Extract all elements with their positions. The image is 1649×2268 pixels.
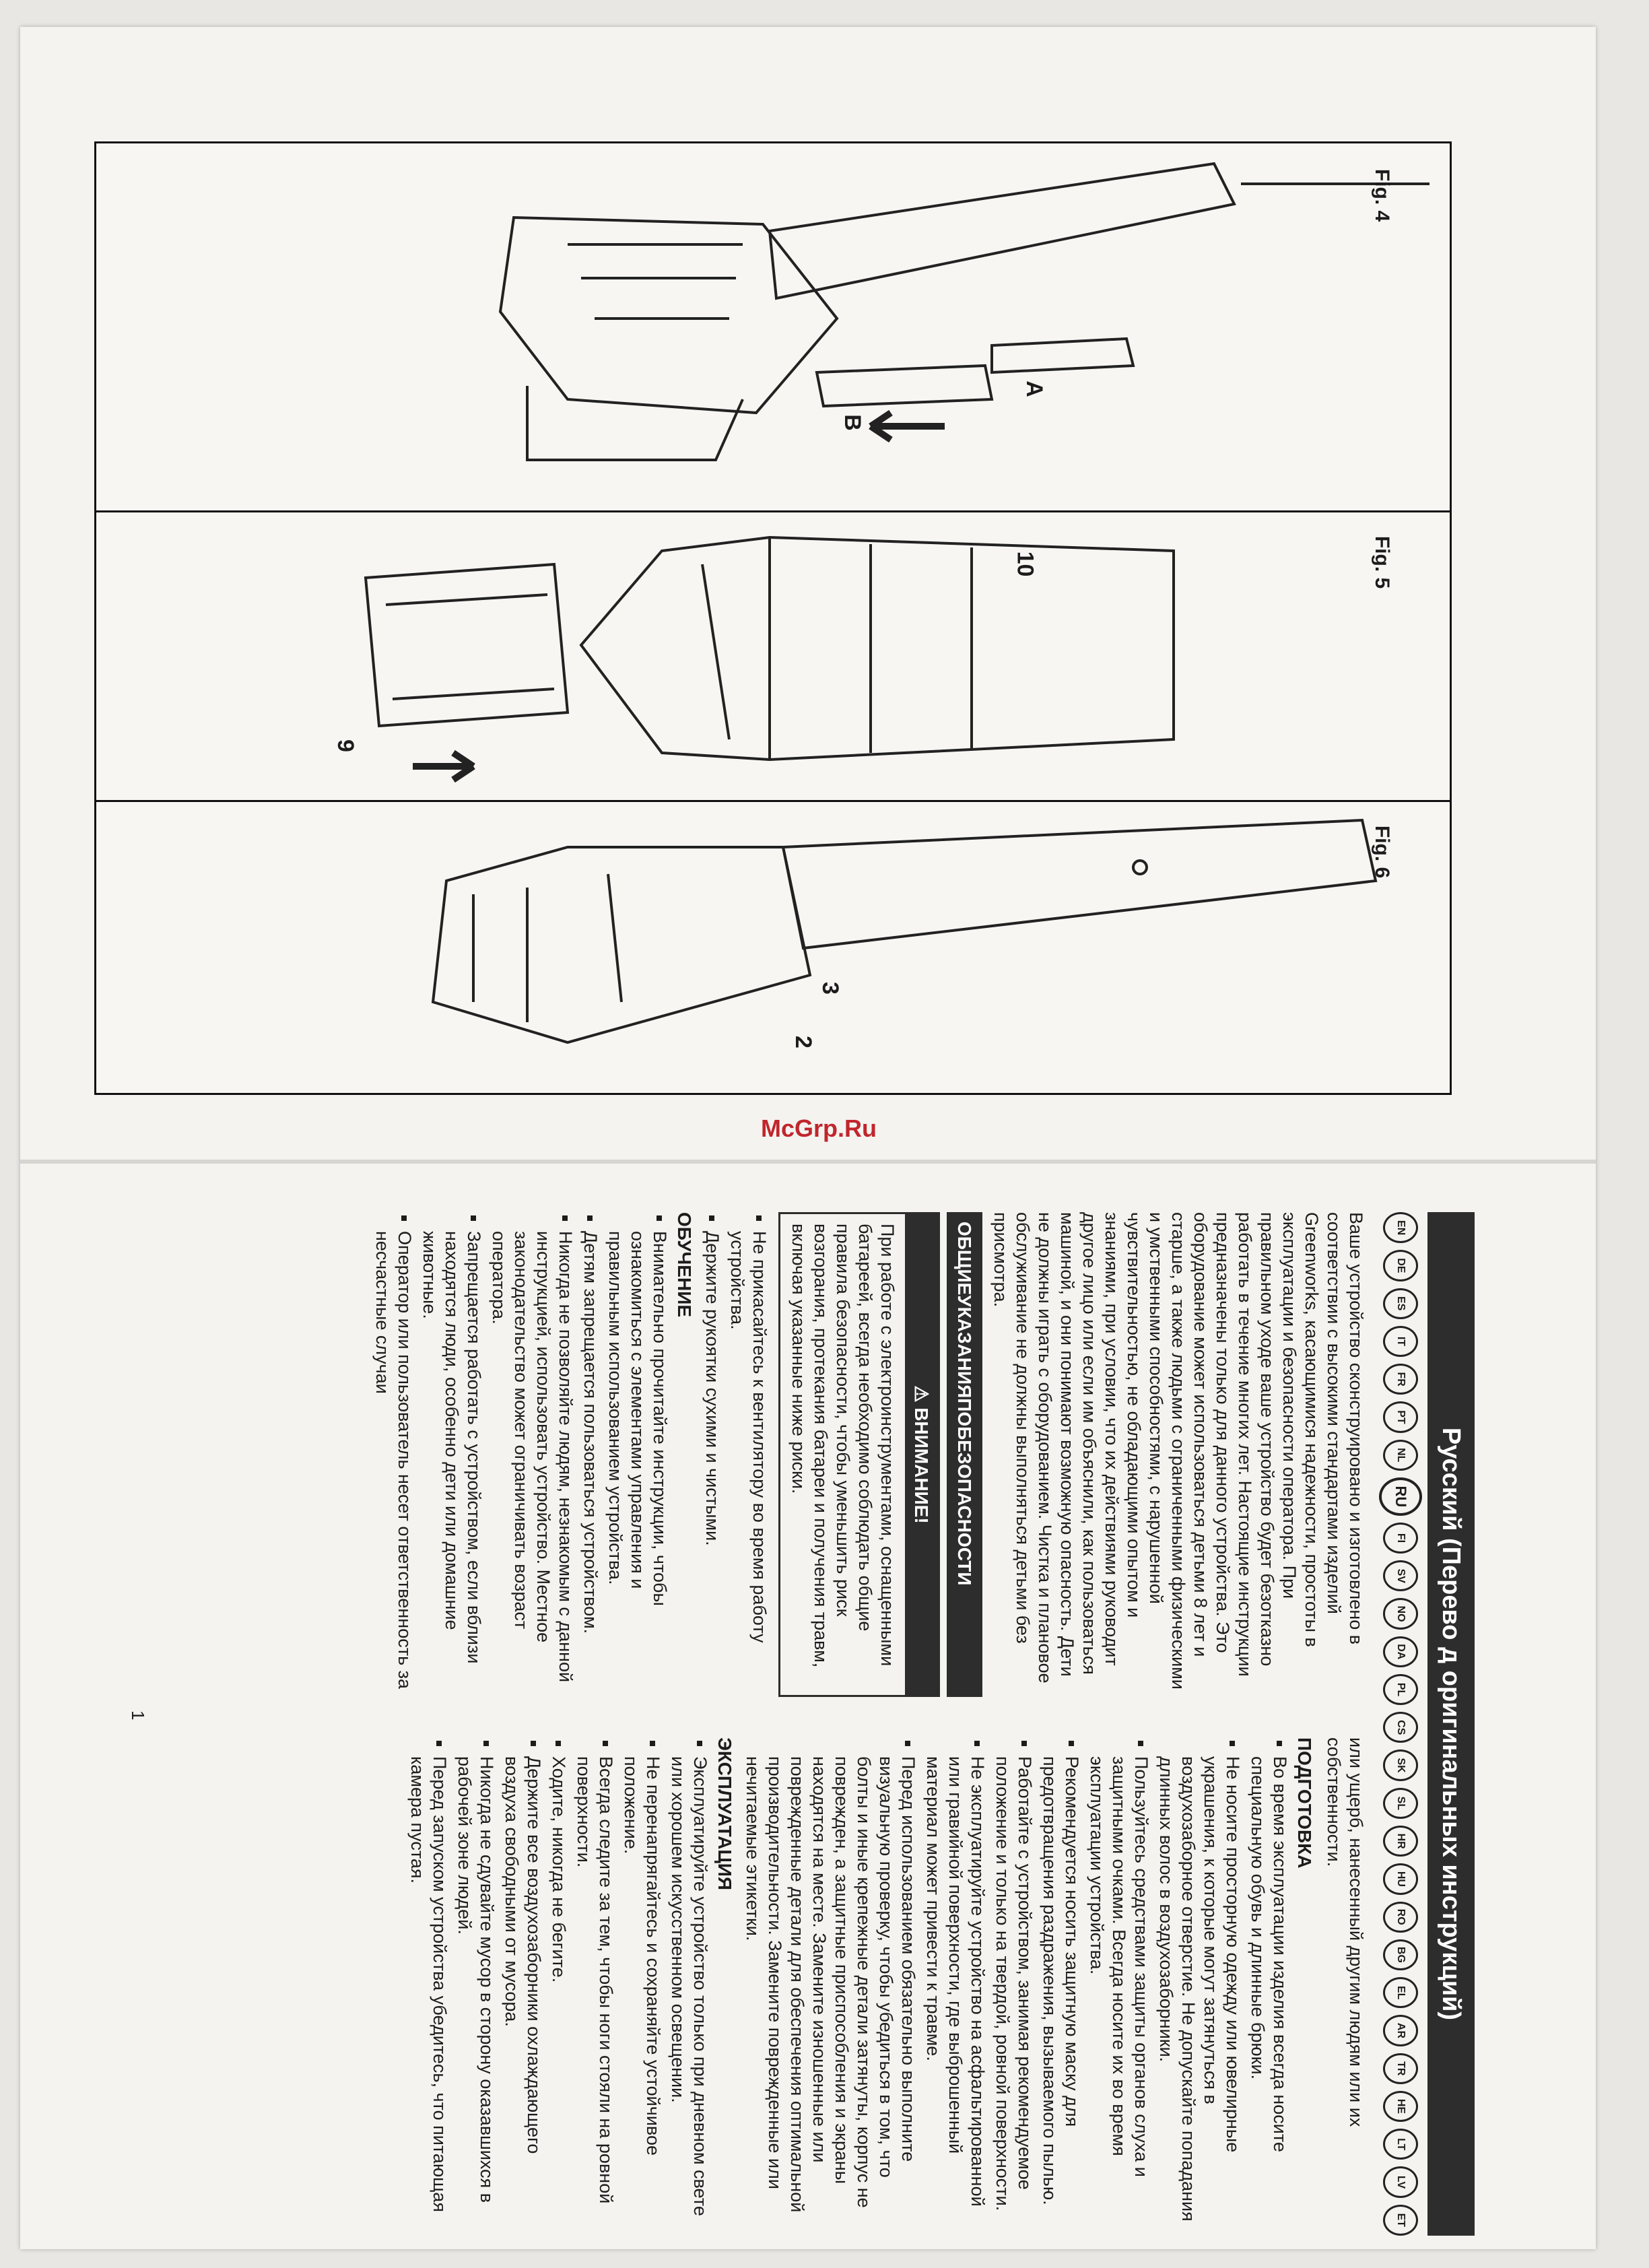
list-item: ▪ Пользуйтесь средствами защиты органов слуха и защитными очками. Всегда носите их во время эксплуатации устройства. — [1085, 1756, 1152, 2222]
callout-9: 9 — [332, 739, 358, 752]
continued-text: или ущерб, нанесенный другим людям или их собственности. — [1324, 1737, 1366, 2127]
list-item: ▪ Держите все воздухозаборники охлаждающего воздуха свободными от мусора. — [500, 1756, 545, 2222]
lang-no: NO — [1383, 1598, 1418, 1629]
figure-6-panel — [96, 800, 1450, 1093]
list-item: ▪ Эксплуатируйте устройство только при дневном свете или хорошем искусственном освещении. — [667, 1756, 711, 2222]
lang-sv: SV — [1383, 1560, 1418, 1591]
preparation-list — [741, 1737, 1291, 2222]
lang-ru: RU — [1379, 1477, 1422, 1516]
watermark: McGrp.Ru — [761, 1114, 877, 1142]
figure-6-label: Fig. 6 — [1371, 825, 1394, 879]
lang-sl: SL — [1383, 1788, 1418, 1819]
callout-2: 2 — [790, 1036, 816, 1048]
lang-ro: RO — [1383, 1902, 1418, 1933]
training-heading: ОБУЧЕНИЕ — [674, 1212, 695, 1317]
lang-cs: CS — [1383, 1712, 1418, 1743]
list-item: ▪ Перед запуском устройства убедитесь, что питающая камера пустая. — [406, 1756, 450, 2222]
list-item: ▪ Держите рукоятки сухими и чистыми. — [701, 1231, 723, 1697]
lang-et: ET — [1383, 2205, 1418, 2236]
list-item: ▪ Во время эксплуатации изделия всегда носите специальную обувь и длинные брюки. — [1246, 1756, 1291, 2222]
list-item: ▪ Не носите просторную одежду или ювелирные украшения, к которые могут затянуться в воздухозаборное отверстие. Не допускайте попадания длинных волос в воздухозаборники. — [1155, 1756, 1244, 2222]
blower-assembly-drawing — [96, 143, 1450, 510]
lang-hr: HR — [1383, 1826, 1418, 1857]
figure-5-panel — [96, 510, 1450, 802]
language-tabs — [1380, 1212, 1421, 2236]
callout-a: A — [1021, 380, 1047, 397]
list-item: ▪ Не прикасайтесь к вентилятору во время работу устройства. — [726, 1231, 770, 1697]
right-column — [402, 1737, 1367, 2222]
lang-tr: TR — [1383, 2053, 1418, 2084]
callout-b: B — [839, 414, 865, 431]
battery-insert-drawing — [96, 510, 1450, 800]
left-column — [367, 1212, 1367, 1697]
lang-lv: LV — [1383, 2166, 1418, 2197]
preparation-heading: ПОДГОТОВКА — [1294, 1737, 1315, 1869]
list-item: ▪ Детям запрещается пользоваться устройством. — [579, 1231, 601, 1697]
lang-lt: LT — [1383, 2129, 1418, 2160]
figures-frame — [94, 141, 1452, 1095]
callout-3: 3 — [817, 982, 843, 995]
lang-de: DE — [1383, 1250, 1418, 1281]
page-fold — [20, 1160, 1596, 1164]
safety-section-title: ОБЩИЕУКАЗАНИЯПОБЕЗОПАСНОСТИ — [947, 1212, 982, 1697]
list-item: ▪ Никогда не позволяйте людям, незнакомым с данной инструкцией, использовать устройство. Местное законодательство может ограничивать возраст оператора. — [487, 1231, 576, 1697]
rotated-page — [128, 1212, 1475, 2236]
training-list — [371, 1212, 671, 1697]
lang-sk: SK — [1383, 1749, 1418, 1780]
list-item: ▪ Оператор или пользователь несет ответственность за несчастные случаи — [371, 1231, 415, 1697]
figure-4-panel — [96, 143, 1450, 512]
lang-fr: FR — [1383, 1364, 1418, 1395]
text-region — [128, 1212, 1475, 2236]
list-item: ▪ Не эксплуатируйте устройство на асфальтированной или гравийной поверхности, где выброшенный материал может привести к травме. — [922, 1756, 988, 2222]
operation-list — [406, 1737, 711, 2222]
list-item: ▪ Всегда следите за тем, чтобы ноги стояли на ровной поверхности. — [572, 1756, 617, 2222]
callout-10: 10 — [1012, 551, 1038, 577]
lang-pl: PL — [1383, 1674, 1418, 1705]
switch-on-drawing — [96, 800, 1450, 1093]
lang-pt: PT — [1383, 1401, 1418, 1432]
list-item: ▪ Запрещается работать с устройством, если вблизи находятся люди, особенно дети или домашние животные. — [418, 1231, 485, 1697]
lang-ar: AR — [1383, 2015, 1418, 2046]
lang-fi: FI — [1383, 1523, 1418, 1554]
lang-nl: NL — [1383, 1440, 1418, 1471]
lang-da: DA — [1383, 1636, 1418, 1667]
lang-bg: BG — [1383, 1939, 1418, 1970]
page-title: Русский (Перево д оригинальных инструкций) — [1427, 1212, 1475, 2236]
lang-en: EN — [1383, 1212, 1418, 1243]
operation-heading: ЭКСПЛУАТАЦИЯ — [714, 1737, 735, 1891]
lang-el: EL — [1383, 1977, 1418, 2008]
list-item: ▪ Не перенапрягайтесь и сохраняйте устойчивое положение. — [619, 1756, 664, 2222]
list-item: ▪ Внимательно прочитайте инструкции, чтобы ознакомиться с элементами управления и правильным использованием устройства. — [604, 1231, 671, 1697]
figure-4-label: Fig. 4 — [1371, 168, 1394, 222]
lang-it: IT — [1383, 1326, 1418, 1357]
lang-he: HE — [1383, 2091, 1418, 2122]
lang-hu: HU — [1383, 1863, 1418, 1894]
general-bullets — [701, 1212, 770, 1697]
warning-box — [778, 1212, 940, 1697]
list-item: ▪ Работайте с устройством, занимая рекомендуемое положение и только на твердой, ровной поверхности. — [991, 1756, 1036, 2222]
lang-es: ES — [1383, 1288, 1418, 1319]
intro-paragraph: Ваше устройство сконструировано и изготовлено в соответствии с высокими стандартами изделий Greenworks, касающимися надежности, простоты в эксплуатации и безопасности оператора. При правильном уходе ваше устройство будет безотказно работать в течение многих лет. Настоящие инструкции предназначены только для данного устройства. Это оборудование может использоваться детьми 8 лет и старше, а также людьми с ограниченными физическими и умственными способностями, с нарушенной чувствительностью, не обладающими опытом и знаниями, при условии, что их действиями руководит другое лицо или если им объяснили, как пользоваться машиной, и они понимают возможную опасность. Дети не должны играть с оборудованием. Чистка и плановое обслуживание не должны выполняться детьми без присмотра. — [990, 1212, 1366, 1690]
list-item: ▪ Никогда не сдувайте мусор в сторону оказавшихся в рабочей зоне людей. — [453, 1756, 498, 2222]
list-item: ▪ Рекомендуется носить защитную маску для предотвращения раздражения, вызываемого пылью. — [1038, 1756, 1083, 2222]
figure-5-label: Fig. 5 — [1371, 535, 1394, 589]
list-item: ▪ Перед использованием обязательно выполните визуальную проверку, чтобы убедиться в том, что болты и иные крепежные детали затянуты, корпус не поврежден, а защитные приспособления и экраны находятся на месте. Замените изношенные или поврежденные детали для обеспечения оптимальной производительности. Замените поврежденные или нечитаемые этикетки. — [741, 1756, 919, 2222]
page-number: 1 — [128, 1710, 148, 1721]
warning-text: При работе с электроинструментами, оснащенными батареей, всегда необходимо соблюдать общие правила безопасности, чтобы уменьшить риск возгорания, протекания батареи и получения травм, включая указанные ниже риски. — [788, 1224, 898, 1668]
list-item: ▪ Ходите, никогда не бегите. — [547, 1756, 570, 2222]
warning-heading: ⚠ ВНИМАНИЕ! — [905, 1214, 938, 1695]
